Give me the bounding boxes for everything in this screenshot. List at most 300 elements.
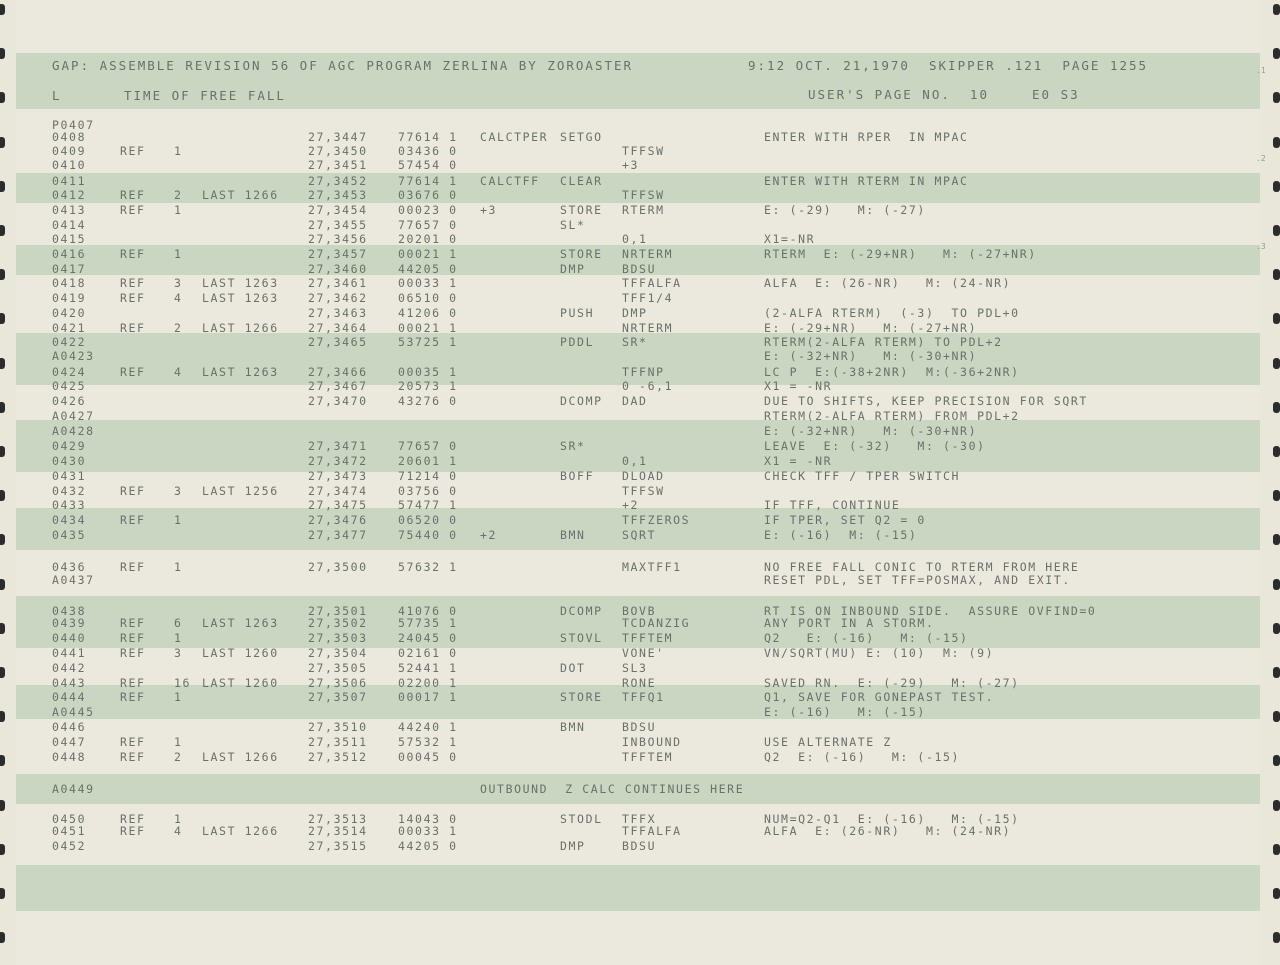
cell-code: 00045 0 [398,750,458,764]
cell-addr: 27,3507 [308,690,368,704]
cell-id: 0419 [52,291,87,305]
feed-hole-right [1273,888,1280,899]
cell-code: 00023 0 [398,203,458,217]
cell-operand: BOVB [622,604,657,618]
cell-code: 77614 1 [398,130,458,144]
cell-op: BOFF [560,469,595,483]
cell-code: 20573 1 [398,379,458,393]
cell-operand: NRTERM [622,321,674,335]
cell-code: 03436 0 [398,144,458,158]
cell-operand: 0 -6,1 [622,379,674,393]
feed-hole-left [0,4,5,15]
cell-addr: 27,3460 [308,262,368,276]
cell-addr: 27,3461 [308,276,368,290]
cell-operand: NRTERM [622,247,674,261]
cell-operand: INBOUND [622,735,682,749]
feed-hole-right [1273,92,1280,103]
cell-code: 00033 1 [398,824,458,838]
cell-comment: E: (-32+NR) M: (-30+NR) [764,424,978,438]
cell-op: DCOMP [560,394,603,408]
cell-addr: 27,3474 [308,484,368,498]
cell-addr: 27,3471 [308,439,368,453]
printout-sheet [16,0,1260,965]
cell-code: 02161 0 [398,646,458,660]
margin-mark: .1 [1256,66,1266,75]
feed-hole-left [0,932,5,943]
cell-code: 44205 0 [398,262,458,276]
cell-comment: X1 = -NR [764,379,833,393]
cell-addr: 27,3447 [308,130,368,144]
cell-code: 52441 1 [398,661,458,675]
cell-id: P0407 [52,118,95,132]
cell-refn: 2 [174,750,183,764]
cell-operand: +2 [622,498,640,512]
cell-operand: SQRT [622,528,657,542]
cell-ref: REF [120,321,146,335]
cell-ref: REF [120,365,146,379]
cell-code: 00021 1 [398,247,458,261]
cell-refn: 1 [174,812,183,826]
cell-op: PDDL [560,335,595,349]
cell-id: A0449 [52,782,95,796]
cell-label: +2 [480,528,498,542]
cell-code: 57477 1 [398,498,458,512]
cell-operand: TFFSW [622,484,665,498]
cell-id: 0435 [52,528,87,542]
feed-hole-right [1273,623,1280,634]
cell-last: LAST 1266 [202,188,279,202]
feed-hole-right [1273,181,1280,192]
cell-code: 06520 0 [398,513,458,527]
cell-ref: REF [120,735,146,749]
cell-op: STORE [560,203,603,217]
cell-refn: 1 [174,735,183,749]
cell-id: 0433 [52,498,87,512]
feed-hole-right [1273,137,1280,148]
cell-code: 53725 1 [398,335,458,349]
cell-code: 14043 0 [398,812,458,826]
cell-comment: (2-ALFA RTERM) (-3) TO PDL+0 [764,306,1020,320]
cell-comment: RESET PDL, SET TFF=POSMAX, AND EXIT. [764,573,1071,587]
cell-refn: 1 [174,513,183,527]
cell-code: 57454 0 [398,158,458,172]
cell-id: A0427 [52,409,95,423]
header-title: GAP: ASSEMBLE REVISION 56 OF AGC PROGRAM ZERLINA BY ZOROASTER [52,58,634,73]
cell-addr: 27,3513 [308,812,368,826]
cell-addr: 27,3475 [308,498,368,512]
feed-hole-left [0,800,5,811]
cell-operand: TFFTEM [622,750,674,764]
feed-hole-right [1273,534,1280,545]
cell-comment: X1 = -NR [764,454,833,468]
cell-comment: CHECK TFF / TPER SWITCH [764,469,961,483]
feed-hole-left [0,446,5,457]
cell-code: 41206 0 [398,306,458,320]
cell-code: 03676 0 [398,188,458,202]
section-title: TIME OF FREE FALL [124,88,286,103]
feed-hole-right [1273,402,1280,413]
cell-ref: REF [120,690,146,704]
cell-comment: DUE TO SHIFTS, KEEP PRECISION FOR SQRT [764,394,1088,408]
cell-comment: X1=-NR [764,232,816,246]
cell-addr: 27,3505 [308,661,368,675]
cell-addr: 27,3504 [308,646,368,660]
cell-operand: TFFX [622,812,657,826]
cell-id: 0418 [52,276,87,290]
cell-addr: 27,3506 [308,676,368,690]
cell-addr: 27,3462 [308,291,368,305]
cell-operand: TFFTEM [622,631,674,645]
feed-hole-right [1273,225,1280,236]
cell-code: 71214 0 [398,469,458,483]
cell-operand: MAXTFF1 [622,560,682,574]
cell-code: 57735 1 [398,616,458,630]
cell-addr: 27,3515 [308,839,368,853]
cell-addr: 27,3465 [308,335,368,349]
feed-hole-right [1273,711,1280,722]
header-mode: L [52,88,62,103]
cell-id: 0410 [52,158,87,172]
cell-ref: REF [120,824,146,838]
cell-id: 0426 [52,394,87,408]
cell-comment: LC P E:(-38+2NR) M:(-36+2NR) [764,365,1020,379]
cell-refn: 2 [174,321,183,335]
cell-id: 0421 [52,321,87,335]
cell-refn: 1 [174,631,183,645]
cell-last: LAST 1260 [202,646,279,660]
cell-comment: ENTER WITH RTERM IN MPAC [764,174,969,188]
cell-ref: REF [120,560,146,574]
cell-comment: NO FREE FALL CONIC TO RTERM FROM HERE [764,560,1080,574]
feed-hole-right [1273,800,1280,811]
cell-addr: 27,3451 [308,158,368,172]
cell-id: 0412 [52,188,87,202]
cell-op: CLEAR [560,174,603,188]
cell-id: 0447 [52,735,87,749]
cell-operand: +3 [622,158,640,172]
cell-id: 0411 [52,174,87,188]
cell-addr: 27,3467 [308,379,368,393]
cell-id: 0443 [52,676,87,690]
feed-hole-left [0,844,5,855]
cell-refn: 4 [174,365,183,379]
cell-id: 0413 [52,203,87,217]
cell-op: BMN [560,720,586,734]
cell-label: OUTBOUND Z CALC CONTINUES HERE [480,782,745,796]
cell-code: 75440 0 [398,528,458,542]
feed-hole-left [0,92,5,103]
cell-refn: 3 [174,646,183,660]
cell-operand: DAD [622,394,648,408]
cell-code: 44240 1 [398,720,458,734]
cell-operand: TFF1/4 [622,291,674,305]
cell-code: 20201 0 [398,232,458,246]
cell-comment: Q2 E: (-16) M: (-15) [764,750,961,764]
cell-addr: 27,3476 [308,513,368,527]
cell-op: STOVL [560,631,603,645]
cell-addr: 27,3511 [308,735,368,749]
cell-addr: 27,3502 [308,616,368,630]
cell-last: LAST 1266 [202,824,279,838]
cell-addr: 27,3464 [308,321,368,335]
cell-comment: SAVED RN. E: (-29) M: (-27) [764,676,1020,690]
cell-comment: ANY PORT IN A STORM. [764,616,935,630]
cell-op: BMN [560,528,586,542]
cell-id: 0438 [52,604,87,618]
cell-operand: TFFZEROS [622,513,691,527]
cell-refn: 6 [174,616,183,630]
cell-code: 02200 1 [398,676,458,690]
feed-hole-left [0,313,5,324]
cell-addr: 27,3455 [308,218,368,232]
margin-mark: .2 [1256,154,1266,163]
cell-id: 0440 [52,631,87,645]
cell-id: 0430 [52,454,87,468]
cell-comment: RTERM E: (-29+NR) M: (-27+NR) [764,247,1037,261]
cell-operand: RONE [622,676,657,690]
cell-id: 0409 [52,144,87,158]
cell-operand: TFFQ1 [622,690,665,704]
cell-code: 06510 0 [398,291,458,305]
cell-code: 00017 1 [398,690,458,704]
cell-operand: TFFSW [622,144,665,158]
feed-hole-right [1273,269,1280,280]
cell-id: 0436 [52,560,87,574]
cell-ref: REF [120,144,146,158]
header-date-page: 9:12 OCT. 21,1970 SKIPPER .121 PAGE 1255 [748,58,1149,73]
cell-addr: 27,3456 [308,232,368,246]
cell-label: +3 [480,203,498,217]
header-code: E0 S3 [1032,87,1080,102]
cell-id: 0439 [52,616,87,630]
cell-refn: 1 [174,144,183,158]
cell-addr: 27,3472 [308,454,368,468]
cell-comment: USE ALTERNATE Z [764,735,892,749]
feed-hole-right [1273,48,1280,59]
cell-id: 0432 [52,484,87,498]
cell-code: 00033 1 [398,276,458,290]
cell-op: STORE [560,247,603,261]
cell-comment: Q1, SAVE FOR GONEPAST TEST. [764,690,995,704]
cell-ref: REF [120,276,146,290]
cell-ref: REF [120,513,146,527]
cell-addr: 27,3452 [308,174,368,188]
feed-hole-left [0,888,5,899]
feed-hole-right [1273,4,1280,15]
cell-comment: IF TPER, SET Q2 = 0 [764,513,926,527]
cell-addr: 27,3503 [308,631,368,645]
cell-op: PUSH [560,306,595,320]
cell-comment: RTERM(2-ALFA RTERM) TO PDL+2 [764,335,1003,349]
cell-id: 0415 [52,232,87,246]
cell-operand: TFFNP [622,365,665,379]
cell-refn: 2 [174,188,183,202]
cell-code: 00021 1 [398,321,458,335]
cell-ref: REF [120,203,146,217]
feed-hole-right [1273,667,1280,678]
cell-id: 0408 [52,130,87,144]
cell-comment: E: (-16) M: (-15) [764,705,926,719]
cell-addr: 27,3450 [308,144,368,158]
user-page-number: USER'S PAGE NO. 10 [808,87,989,102]
cell-addr: 27,3510 [308,720,368,734]
cell-op: STODL [560,812,603,826]
green-bar [16,865,1260,911]
cell-id: 0442 [52,661,87,675]
cell-id: 0422 [52,335,87,349]
feed-hole-left [0,137,5,148]
feed-hole-left [0,225,5,236]
feed-hole-left [0,48,5,59]
cell-addr: 27,3466 [308,365,368,379]
cell-addr: 27,3473 [308,469,368,483]
cell-operand: BDSU [622,262,657,276]
cell-id: 0446 [52,720,87,734]
cell-id: 0424 [52,365,87,379]
cell-operand: BDSU [622,839,657,853]
cell-ref: REF [120,646,146,660]
cell-id: A0445 [52,705,95,719]
cell-operand: RTERM [622,203,665,217]
cell-last: LAST 1266 [202,321,279,335]
cell-refn: 4 [174,291,183,305]
cell-comment: E: (-32+NR) M: (-30+NR) [764,349,978,363]
cell-refn: 1 [174,247,183,261]
cell-comment: ENTER WITH RPER IN MPAC [764,130,969,144]
cell-id: 0441 [52,646,87,660]
feed-hole-right [1273,313,1280,324]
feed-hole-left [0,711,5,722]
cell-operand: SL3 [622,661,648,675]
cell-last: LAST 1260 [202,676,279,690]
cell-comment: E: (-29+NR) M: (-27+NR) [764,321,978,335]
cell-operand: 0,1 [622,232,648,246]
cell-addr: 27,3512 [308,750,368,764]
margin-mark: .3 [1256,242,1266,251]
cell-id: A0428 [52,424,95,438]
cell-addr: 27,3453 [308,188,368,202]
cell-ref: REF [120,676,146,690]
cell-ref: REF [120,188,146,202]
cell-comment: E: (-29) M: (-27) [764,203,926,217]
cell-operand: VONE' [622,646,665,660]
feed-hole-left [0,534,5,545]
cell-id: 0451 [52,824,87,838]
feed-hole-left [0,755,5,766]
feed-hole-left [0,269,5,280]
cell-ref: REF [120,631,146,645]
cell-comment: Q2 E: (-16) M: (-15) [764,631,969,645]
cell-addr: 27,3470 [308,394,368,408]
cell-last: LAST 1263 [202,365,279,379]
feed-hole-right [1273,932,1280,943]
cell-id: 0431 [52,469,87,483]
cell-ref: REF [120,812,146,826]
feed-hole-right [1273,446,1280,457]
cell-last: LAST 1263 [202,291,279,305]
cell-op: DOT [560,661,586,675]
cell-code: 77614 1 [398,174,458,188]
cell-addr: 27,3514 [308,824,368,838]
cell-op: SETGO [560,130,603,144]
cell-code: 57532 1 [398,735,458,749]
cell-id: 0444 [52,690,87,704]
cell-addr: 27,3457 [308,247,368,261]
cell-refn: 1 [174,690,183,704]
cell-code: 44205 0 [398,839,458,853]
cell-comment: IF TFF, CONTINUE [764,498,901,512]
cell-id: 0425 [52,379,87,393]
cell-id: 0429 [52,439,87,453]
cell-op: SR* [560,439,586,453]
cell-ref: REF [120,291,146,305]
cell-id: 0417 [52,262,87,276]
cell-refn: 1 [174,203,183,217]
feed-hole-right [1273,755,1280,766]
feed-hole-left [0,667,5,678]
cell-last: LAST 1263 [202,616,279,630]
cell-op: DMP [560,839,586,853]
cell-op: SL* [560,218,586,232]
cell-id: 0450 [52,812,87,826]
cell-comment: VN/SQRT(MU) E: (10) M: (9) [764,646,995,660]
cell-operand: SR* [622,335,648,349]
cell-refn: 4 [174,824,183,838]
cell-addr: 27,3463 [308,306,368,320]
cell-comment: LEAVE E: (-32) M: (-30) [764,439,986,453]
feed-hole-left [0,490,5,501]
cell-code: 43276 0 [398,394,458,408]
cell-code: 77657 0 [398,218,458,232]
feed-hole-left [0,579,5,590]
cell-id: 0414 [52,218,87,232]
cell-code: 77657 0 [398,439,458,453]
cell-refn: 16 [174,676,192,690]
cell-id: 0448 [52,750,87,764]
cell-operand: 0,1 [622,454,648,468]
cell-comment: RT IS ON INBOUND SIDE. ASSURE OVFIND=0 [764,604,1097,618]
cell-operand: TFFALFA [622,824,682,838]
cell-addr: 27,3501 [308,604,368,618]
cell-comment: ALFA E: (26-NR) M: (24-NR) [764,824,1012,838]
cell-label: CALCTPER [480,130,549,144]
cell-op: DMP [560,262,586,276]
cell-id: A0437 [52,573,95,587]
cell-comment: RTERM(2-ALFA RTERM) FROM PDL+2 [764,409,1020,423]
cell-last: LAST 1263 [202,276,279,290]
cell-op: DCOMP [560,604,603,618]
feed-hole-left [0,623,5,634]
cell-op: STORE [560,690,603,704]
cell-comment: ALFA E: (26-NR) M: (24-NR) [764,276,1012,290]
cell-last: LAST 1256 [202,484,279,498]
cell-refn: 1 [174,560,183,574]
feed-hole-right [1273,844,1280,855]
cell-code: 20601 1 [398,454,458,468]
cell-operand: DMP [622,306,648,320]
cell-id: 0416 [52,247,87,261]
cell-code: 03756 0 [398,484,458,498]
cell-operand: TCDANZIG [622,616,691,630]
cell-ref: REF [120,616,146,630]
cell-comment: NUM=Q2-Q1 E: (-16) M: (-15) [764,812,1020,826]
cell-id: 0452 [52,839,87,853]
feed-hole-left [0,181,5,192]
cell-code: 24045 0 [398,631,458,645]
feed-hole-left [0,358,5,369]
cell-refn: 3 [174,276,183,290]
cell-operand: BDSU [622,720,657,734]
